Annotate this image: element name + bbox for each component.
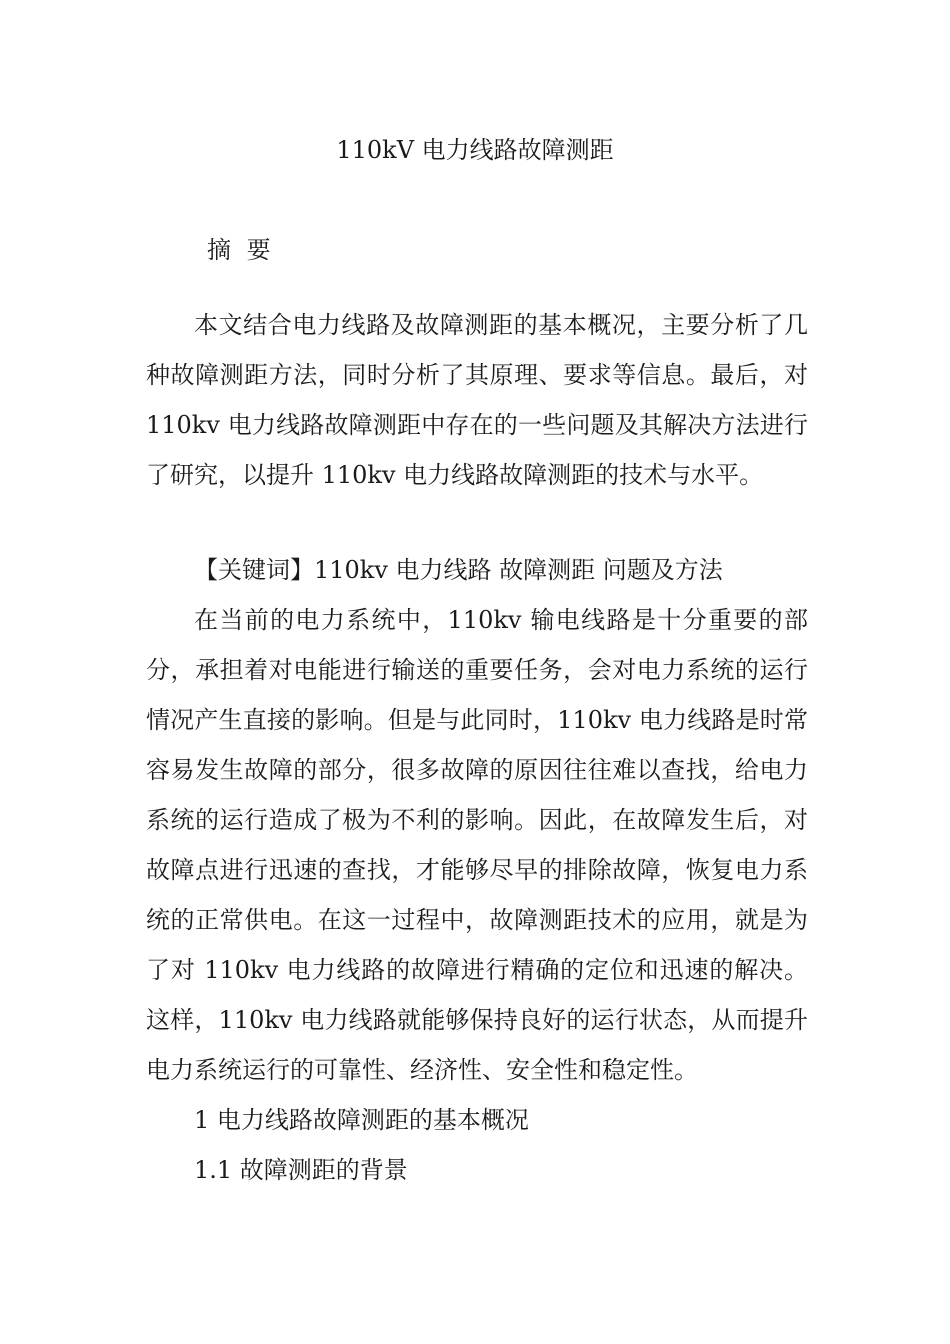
intro-paragraph: 在当前的电力系统中，110kv 输电线路是十分重要的部分，承担着对电能进行输送的重要任务，会对电力系统的运行情况产生直接的影响。但是与此同时，110kv 电力线路是时常容易发生故障的部分，很多故障的原因往往难以查找，给电力系统的运行造成了极为不利的影响。因此，在故障发生后，对故障点进行迅速的查找，才能够尽早的排除故障，恢复电力系统的正常供电。在这一过程中，故障测距技术的应用，就是为了对 110kv 电力线路的故障进行精确的定位和迅速的解决。这样，110kv 电力线路就能够保持良好的运行状态，从而提升电力系统运行的可靠性、经济性、安全性和稳定性。 [146,606,808,1084]
abstract-section [146,300,808,500]
keywords-line: 【关键词】110kv 电力线路 故障测距 问题及方法 [194,556,723,584]
abstract-heading: 摘 要 [207,236,275,264]
abstract-paragraph: 本文结合电力线路及故障测距的基本概况，主要分析了几种故障测距方法，同时分析了其原理、要求等信息。最后，对 110kv 电力线路故障测距中存在的一些问题及其解决方法进行了研究，以提升 110kv 电力线路故障测距的技术与水平。 [146,311,808,489]
section-1-1-heading: 1.1 故障测距的背景 [194,1156,408,1184]
body-section [146,545,808,1195]
section-1-heading: 1 电力线路故障测距的基本概况 [194,1106,529,1134]
document-title: 110kV 电力线路故障测距 [336,136,614,164]
